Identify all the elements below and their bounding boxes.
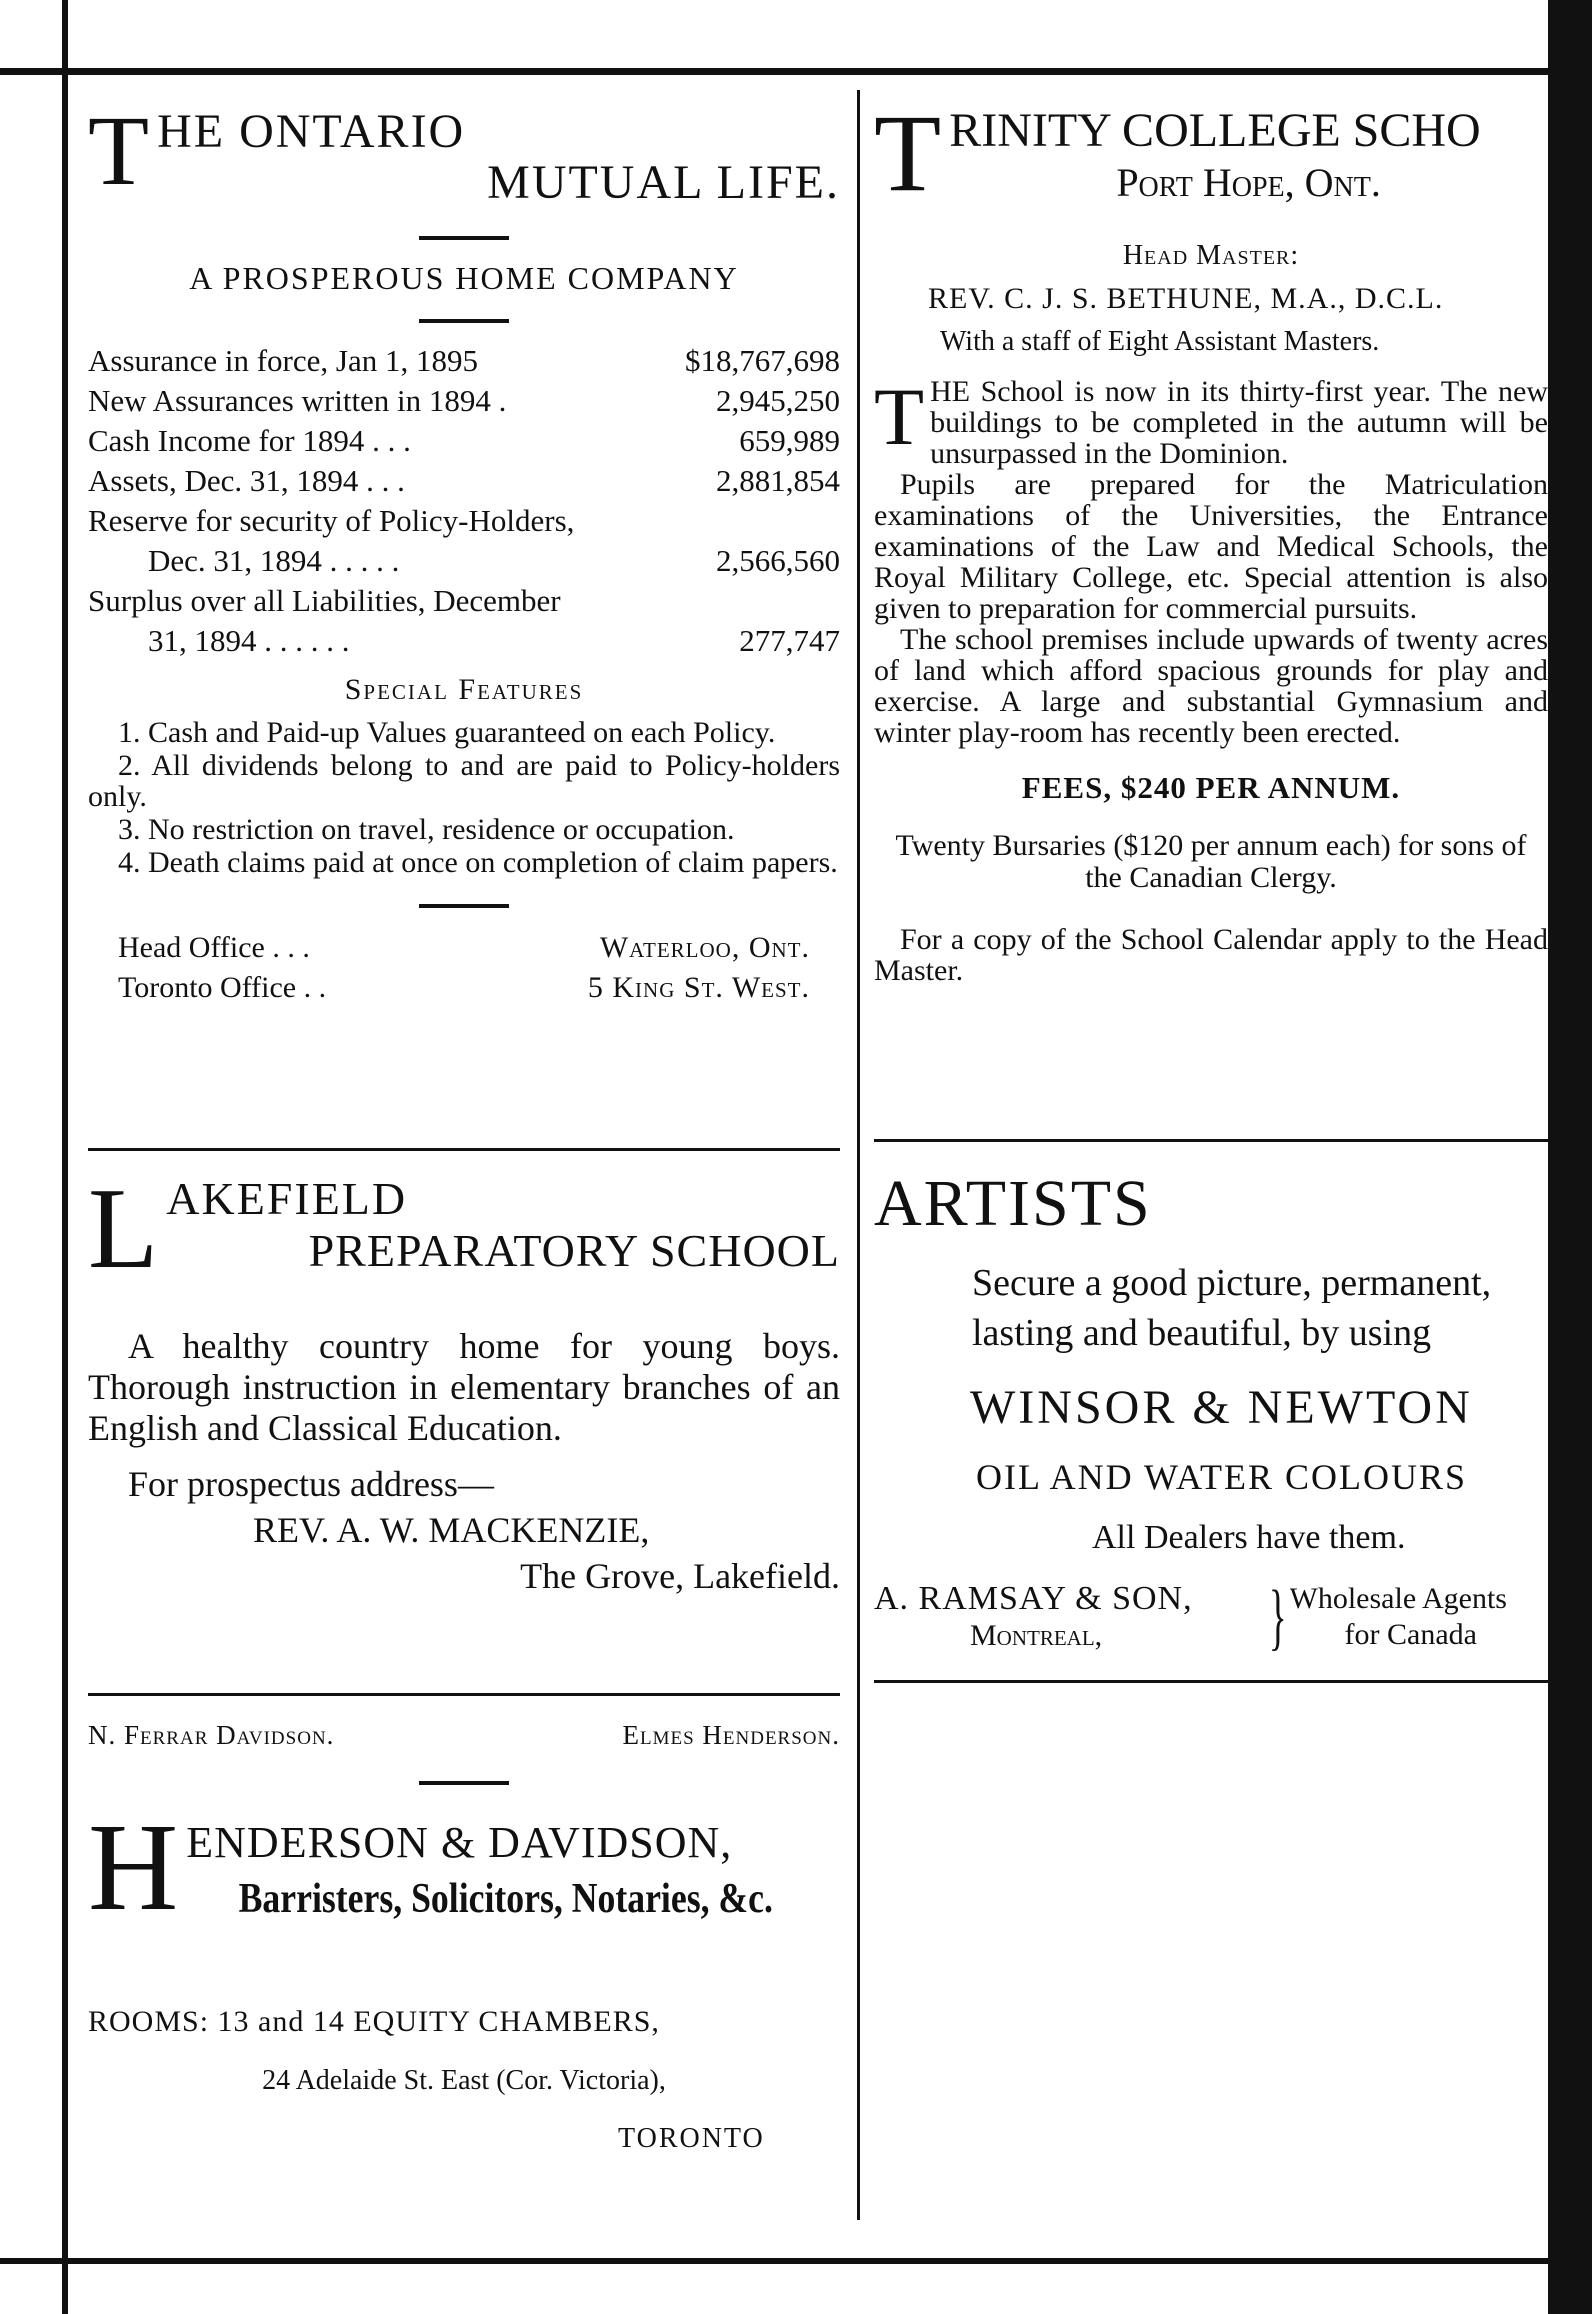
figure-label: Surplus over all Liabilities, December	[88, 583, 561, 618]
lakefield-title-line2: PREPARATORY SCHOOL	[308, 1225, 840, 1276]
section-rule	[874, 1139, 1548, 1142]
trinity-location: Port Hope, Ont.	[1116, 160, 1381, 205]
ontario-subtitle: A PROSPEROUS HOME COMPANY	[189, 260, 739, 296]
feature-item: 4. Death claims paid at once on completion of claim papers.	[118, 846, 838, 879]
lakefield-contact-name: REV. A. W. MACKENZIE,	[253, 1510, 650, 1550]
agent-role-line1: Wholesale Agents	[1289, 1582, 1507, 1615]
figure-value: $18,767,698	[685, 343, 840, 378]
column-divider-rule	[857, 90, 860, 2220]
trinity-drop-initial: T	[874, 100, 942, 214]
trinity-para-initial: T	[874, 371, 925, 462]
head-master-name: REV. C. J. S. BETHUNE, M.A., D.C.L.	[928, 282, 1444, 315]
figure-row	[88, 581, 840, 621]
office-list	[88, 928, 840, 1008]
office-row	[118, 968, 810, 1008]
features-list	[88, 717, 840, 878]
right-column	[874, 100, 1548, 1683]
office-label: Toronto Office . .	[118, 971, 327, 1004]
figure-row	[88, 421, 840, 461]
scan-dark-edge	[1548, 0, 1592, 2314]
figure-value: 2,881,854	[716, 463, 840, 498]
bottom-border-rule	[0, 2258, 1560, 2264]
brand-name: WINSOR & NEWTON	[970, 1381, 1473, 1434]
ontario-title-line1: HE ONTARIO	[157, 105, 466, 158]
henderson-title: ENDERSON & DAVIDSON,	[186, 1818, 733, 1867]
staff-line: With a staff of Eight Assistant Masters.	[940, 326, 1380, 357]
top-border-rule	[0, 68, 1560, 75]
artists-ad	[874, 1142, 1548, 1683]
divider	[419, 904, 509, 908]
figure-row	[88, 621, 840, 661]
lakefield-ad	[88, 1151, 840, 1673]
lakefield-description: A healthy country home for young boys. Thorough instruction in elementary branches of an English and Classical Education.	[88, 1326, 840, 1448]
figure-row	[88, 341, 840, 381]
partner-davidson: N. Ferrar Davidson.	[88, 1720, 335, 1750]
ontario-mutual-ad	[88, 95, 840, 1150]
figure-row	[88, 381, 840, 421]
street-address: 24 Adelaide St. East (Cor. Victoria),	[262, 2065, 666, 2096]
figure-value: 2,945,250	[716, 383, 840, 418]
figure-label: 31, 1894 . . . . . .	[148, 623, 350, 658]
head-master-label: Head Master:	[1122, 240, 1300, 271]
bursaries-line: Twenty Bursaries ($120 per annum each) for sons of the Canadian Clergy.	[895, 829, 1527, 894]
lakefield-address: The Grove, Lakefield.	[520, 1556, 840, 1596]
chambers-address: ROOMS: 13 and 14 EQUITY CHAMBERS,	[88, 2005, 660, 2038]
figure-label: Assets, Dec. 31, 1894 . . .	[88, 463, 405, 498]
trinity-premises-paragraph: The school premises include upwards of twenty acres of land which afford spacious grounds for play and exercise. A large and substantial Gymnasium and winter play-room has recently been erected.	[874, 623, 1548, 749]
features-heading: Special Features	[344, 673, 584, 706]
figure-label: New Assurances written in 1894 .	[88, 383, 507, 418]
section-rule	[88, 1148, 840, 1151]
office-address: Waterloo, Ont.	[599, 931, 810, 964]
feature-item: 3. No restriction on travel, residence or occupation.	[118, 813, 735, 846]
henderson-davidson-ad	[88, 1696, 840, 2155]
figure-value: 2,566,560	[716, 543, 840, 578]
figure-label: Dec. 31, 1894 . . . . .	[148, 543, 400, 578]
artists-title: ARTISTS	[874, 1167, 1152, 1240]
prospectus-line: For prospectus address—	[128, 1464, 494, 1504]
lakefield-drop-initial: L	[88, 1165, 159, 1292]
product-line: OIL AND WATER COLOURS	[976, 1457, 1468, 1497]
trinity-college-ad	[874, 100, 1548, 1145]
trinity-intro-paragraph: HE School is now in its thirty-first year. The new buildings to be completed in the autumn will be unsurpassed in the Dominion.	[930, 375, 1548, 470]
feature-item: 1. Cash and Paid-up Values guaranteed on each Policy.	[118, 716, 776, 749]
figure-row	[88, 461, 840, 501]
left-column	[88, 95, 840, 2155]
ontario-figures-table	[88, 341, 840, 661]
ontario-title-line2: MUTUAL LIFE.	[487, 156, 840, 209]
henderson-drop-initial: H	[88, 1799, 179, 1937]
trinity-title-line1: RINITY COLLEGE SCHO	[949, 104, 1481, 156]
henderson-professions: Barristers, Solicitors, Notaries, &c.	[238, 1876, 773, 1922]
divider	[419, 319, 509, 323]
figure-value: 659,989	[739, 423, 840, 458]
divider	[419, 236, 509, 240]
left-border-rule	[62, 0, 68, 2314]
agent-city: Montreal,	[970, 1619, 1103, 1652]
partner-henderson: Elmes Henderson.	[622, 1720, 840, 1750]
lakefield-title-line1: AKEFIELD	[166, 1173, 408, 1224]
artists-line1: Secure a good picture, permanent,	[972, 1262, 1492, 1304]
dealers-line: All Dealers have them.	[1092, 1519, 1406, 1556]
section-rule	[874, 1680, 1548, 1683]
office-row	[118, 928, 810, 968]
office-label: Head Office . . .	[118, 931, 310, 964]
artists-line2: lasting and beautiful, by using	[972, 1312, 1432, 1354]
section-rule	[88, 1693, 840, 1696]
feature-item: 2. All dividends belong to and are paid to Policy-holders only.	[88, 749, 840, 813]
fees-line: FEES, $240 PER ANNUM.	[1021, 770, 1401, 805]
trinity-pupils-paragraph: Pupils are prepared for the Matriculation examinations of the Universities, the Entrance examinations of the Law and Medical Schools, the Royal Military College, etc. Special attention is also given to preparation for commercial pursuits.	[874, 468, 1548, 625]
figure-value: 277,747	[739, 623, 840, 658]
brace: }	[1268, 1576, 1287, 1658]
figure-label: Reserve for security of Policy-Holders,	[88, 503, 575, 538]
agent-name: A. RAMSAY & SON,	[874, 1580, 1193, 1617]
calendar-line: For a copy of the School Calendar apply to the Head Master.	[874, 923, 1548, 987]
figure-row	[88, 541, 840, 581]
agent-role-line2: for Canada	[1344, 1618, 1477, 1651]
figure-row	[88, 501, 840, 541]
figure-label: Assurance in force, Jan 1, 1895	[88, 343, 478, 378]
divider	[419, 1781, 509, 1785]
figure-label: Cash Income for 1894 . . .	[88, 423, 411, 458]
city-name: TORONTO	[618, 2123, 765, 2154]
ontario-drop-initial: T	[88, 95, 150, 206]
office-address: 5 King St. West.	[587, 971, 810, 1004]
